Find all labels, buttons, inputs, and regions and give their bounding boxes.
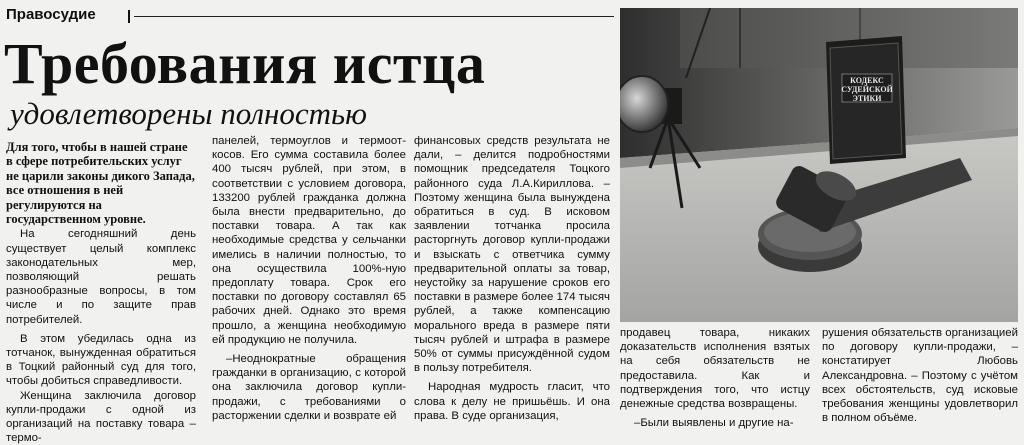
article-column-3 (414, 134, 610, 423)
body-paragraph: В этом убедилась одна из тотчанок, вынужденная обратиться в Тоцкий районный суд для того, чтобы добиться справедливости. (6, 332, 196, 388)
body-paragraph: рушения обязательств организацией по договору купли-продажи, – констатирует Любовь Александровна. – Поэтому с учётом всех обстоятельств, суд исковые требования женщины удовлетворил в полном объёме. (822, 327, 1018, 425)
article-column-4 (620, 326, 810, 430)
body-paragraph: продавец товара, никаких доказательств исполнения взятых на себя обязательств не предоставила. Как и подтверждения того, что истцу денежные средства возвращены. (620, 327, 810, 411)
book-title-line: ЭТИКИ (852, 94, 882, 103)
body-paragraph: –Неоднократные обращения гражданки в организацию, с которой она заключила договор купли-продажи, с требованиями о расторжении сделки и возврате ей (212, 353, 406, 422)
rubric-rule (134, 16, 614, 17)
subheadline: удовлетворены полностью (10, 96, 367, 131)
body-paragraph: панелей, термоуглов и термооткосов. Его сумма составила более 400 тысяч рублей, при этом, в соответствии с условием договора, 133200 рублей гражданка должна была внести предварительно, до поставки товара. А так как необходимые средства у сельчанки имелись в наличии полностью, то она осуществила 100%-ную предоплату товара. Срок его поставки по договору составлял 65 рабочих дней. Однако это время прошло, а женщина необходимую ей продукцию не получила. (212, 135, 406, 346)
rubric-label: Правосудие (6, 6, 96, 23)
body-paragraph: Народная мудрость гласит, что слова к делу не пришьёшь. И она права. В суде организация, (414, 381, 610, 422)
courtroom-photo (620, 8, 1018, 322)
article-column-5 (822, 326, 1018, 425)
headline: Требования истца (4, 31, 486, 96)
book-title-line: СУДЕЙСКОЙ (841, 85, 893, 94)
body-paragraph: –Были выявлены и другие на- (634, 417, 794, 430)
article-column-2 (212, 134, 406, 423)
body-paragraph: На сегодняшний день существует целый комплекс законодательных мер, позволяющий решать разнообразные вопросы, в том числе и по защите прав потребителей. (6, 228, 196, 326)
body-paragraph: Женщина заключила договор купли-продажи с одной из организаций на поставку товара – термо- (6, 389, 196, 445)
ethics-code-book (826, 36, 906, 164)
lead-paragraph: Для того, чтобы в нашей стране в сфере потребительских услуг не царили законы дикого Запада, все отношения в ней регулируются на государственном уровне. (6, 140, 195, 227)
body-paragraph: финансовых средств результата не дали, – делится подробностями помощник председателя Тоцкого районного суда Л.А.Кириллова. – Поэтому женщина была вынуждена обратиться в суд. В исковом заявлении тотчанка просила расторгнуть договор купли-продажи и взыскать с ответчика сумму предварительной оплаты за товар, неустойку за нарушение сроков его поставки в размере более 174 тысяч рублей, а также компенсацию морального вреда в размере пяти тысяч рублей и штрафа в размере 50% от суммы присуждённой судом в пользу потребителя. (414, 135, 610, 375)
article-column-1 (6, 140, 196, 445)
book-title-line: КОДЕКС (850, 76, 884, 85)
